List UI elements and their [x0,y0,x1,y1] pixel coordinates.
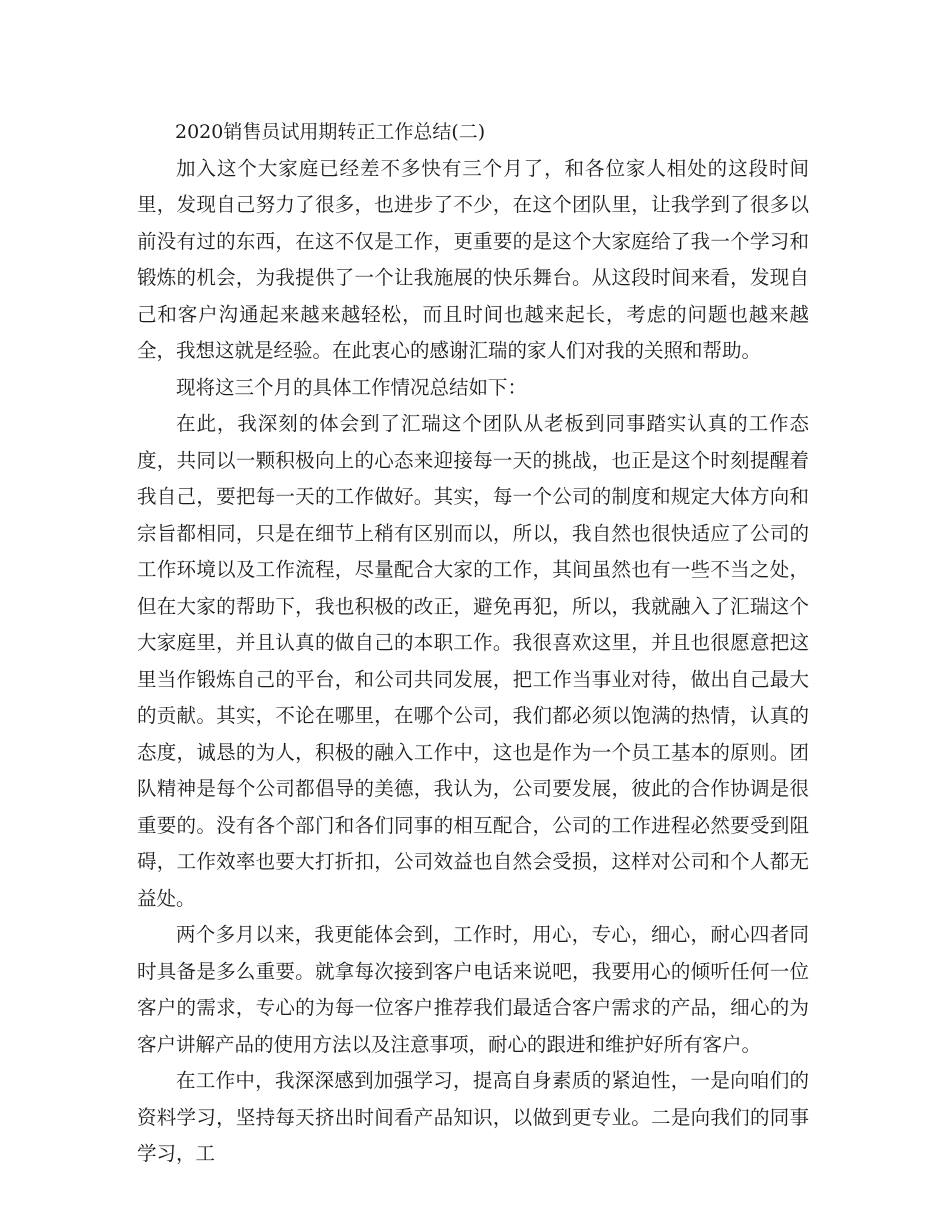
document-body [137,114,809,1173]
paragraph-team-attitude: 在此，我深刻的体会到了汇瑞这个团队从老板到同事踏实认真的工作态度，共同以一颗积极向上的心态来迎接每一天的挑战，也正是这个时刻提醒着我自己，要把每一天的工作做好。其实，每一个公司的制度和规定大体方向和宗旨都相同，只是在细节上稍有区别而以，所以，我自然也很快适应了公司的工作环境以及工作流程，尽量配合大家的工作，其间虽然也有一些不当之处，但在大家的帮助下，我也积极的改正，避免再犯，所以，我就融入了汇瑞这个大家庭里，并且认真的做自己的本职工作。我很喜欢这里，并且也很愿意把这里当作锻炼自己的平台，和公司共同发展，把工作当事业对待，做出自己最大的贡献。其实，不论在哪里，在哪个公司，我们都必须以饱满的热情，认真的态度，诚恳的为人，积极的融入工作中，这也是作为一个员工基本的原则。团队精神是每个公司都倡导的美德，我认为，公司要发展，彼此的合作协调是很重要的。没有各个部门和各们同事的相互配合，公司的工作进程必然要受到阻碍，工作效率也要大打折扣，公司效益也自然会受损，这样对公司和个人都无益处。 [137,412,809,910]
paragraph-learning: 在工作中，我深深感到加强学习，提高自身素质的紧迫性，一是向咱们的资料学习，坚持每天挤出时间看产品知识，以做到更专业。二是向我们的同事学习，工 [137,1069,809,1165]
document-title: 2020销售员试用期转正工作总结(二) [175,121,486,143]
paragraph-intro: 加入这个大家庭已经差不多快有三个月了，和各位家人相处的这段时间里，发现自己努力了很多，也进步了不少，在这个团队里，让我学到了很多以前没有过的东西，在这不仅是工作，更重要的是这个大家庭给了我一个学习和锻炼的机会，为我提供了一个让我施展的快乐舞台。从这段时间来看，发现自己和客户沟通起来越来越轻松，而且时间也越来起长，考虑的问题也越来越全，我想这就是经验。在此衷心的感谢汇瑞的家人们对我的关照和帮助。 [137,156,809,362]
paragraph-summary-lead: 现将这三个月的具体工作情况总结如下： [176,375,528,399]
paragraph-four-qualities: 两个多月以来，我更能体会到，工作时，用心，专心，细心，耐心四者同时具备是多么重要。就拿每次接到客户电话来说吧，我要用心的倾听任何一位客户的需求，专心的为每一位客户推荐我们最适合客户需求的产品，细心的为客户讲解产品的使用方法以及注意事项，耐心的跟进和维护好所有客户。 [137,923,809,1056]
